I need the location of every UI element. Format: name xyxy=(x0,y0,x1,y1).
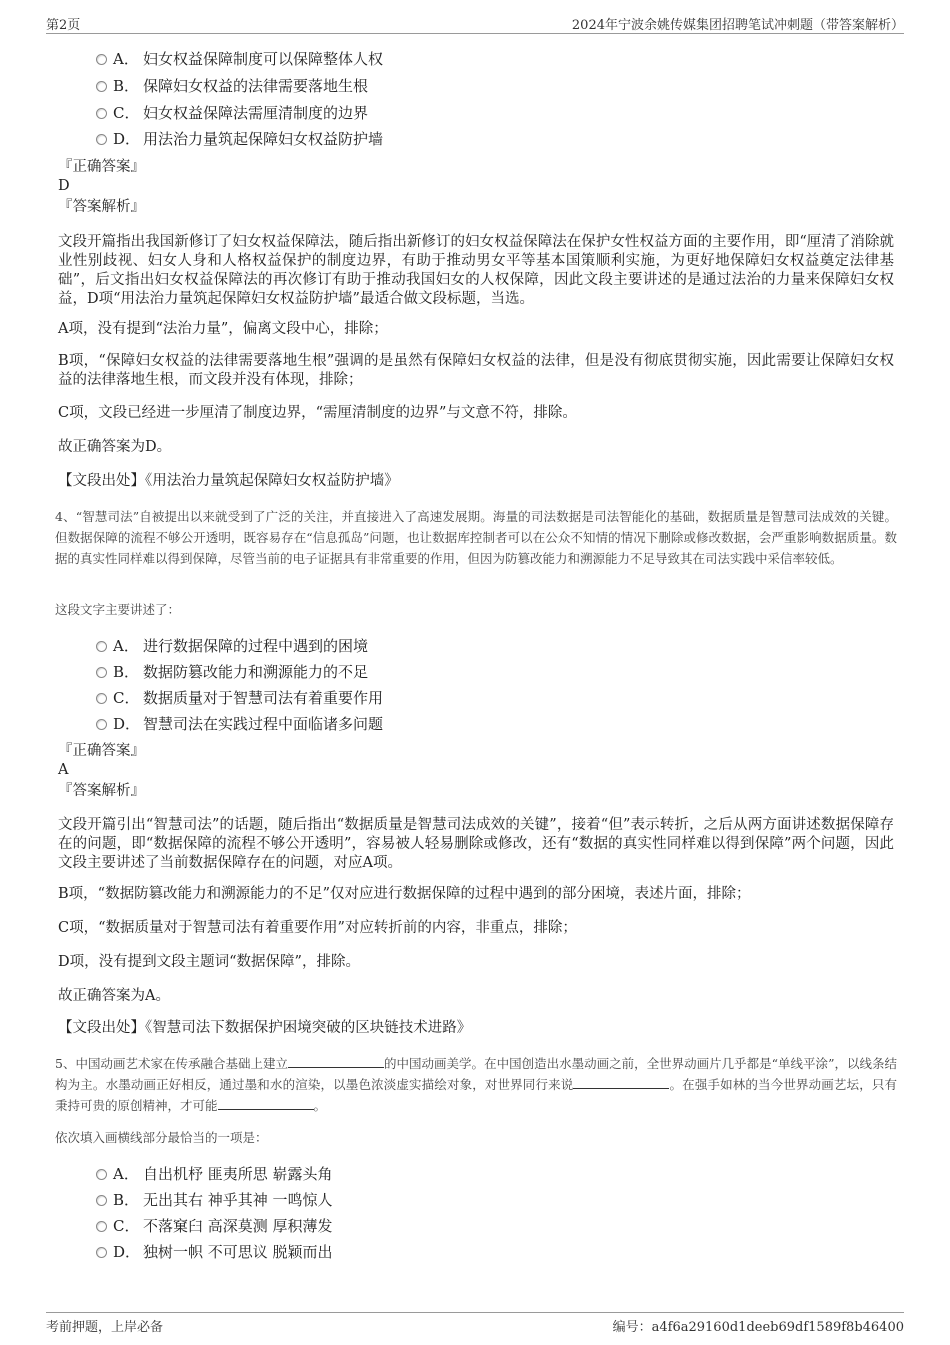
analysis-conclusion: 故正确答案为A。 xyxy=(58,988,170,1004)
source-citation: 【文段出处】《用法治力量筑起保障妇女权益防护墙》 xyxy=(58,473,399,489)
radio-icon[interactable] xyxy=(96,108,107,119)
radio-icon[interactable] xyxy=(96,81,107,92)
page-header xyxy=(46,14,904,34)
answer-label: 『正确答案』 xyxy=(58,743,145,759)
answer-label: 『正确答案』 xyxy=(58,159,145,175)
answer-value: D xyxy=(58,178,70,194)
q3-option-a[interactable]: A． 妇女权益保障制度可以保障整体人权 xyxy=(96,48,383,70)
analysis-paragraph: C项，文段已经进一步厘清了制度边界，“需厘清制度的边界”与文意不符，排除。 xyxy=(58,405,577,421)
q5-option-c[interactable]: C． 不落窠臼 高深莫测 厚积薄发 xyxy=(96,1215,333,1237)
fill-blank xyxy=(288,1056,384,1068)
q4-option-a[interactable]: A． 进行数据保障的过程中遇到的困境 xyxy=(96,635,368,657)
analysis-paragraph: C项，“数据质量对于智慧司法有着重要作用”对应转折前的内容，非重点，排除； xyxy=(58,920,577,936)
analysis-paragraph: 文段开篇引出“智慧司法”的话题，随后指出“数据质量是智慧司法成效的关键”，接着“但”表示转折，之后从两方面讲述数据保障存在的问题，即“数据保障的流程不够公开透明”，容易被人轻易删除或修改，还有“数据的真实性同样难以得到保障”两个问题，因此文段主要讲述了当前数据保障存在的问题，对应A项。 xyxy=(58,817,894,871)
radio-icon[interactable] xyxy=(96,719,107,730)
analysis-label: 『答案解析』 xyxy=(58,199,145,215)
analysis-paragraph: A项，没有提到“法治力量”，偏离文段中心，排除； xyxy=(58,321,388,337)
analysis-paragraph: 文段开篇指出我国新修订了妇女权益保障法，随后指出新修订的妇女权益保障法在保护女性权益方面的主要作用，即“厘清了消除就业性别歧视、妇女人身和人格权益保护的制度边界，有助于推动男女平等基本国策顺利实施，为更好地保障妇女权益奠定法律基础”，后文指出妇女权益保障法的再次修订有助于推动我国妇女的人权保障，因此文段主要讲述的是通过法治的力量来保障妇女权益，D项“用法治力量筑起保障妇女权益防护墙”最适合做文段标题，当选。 xyxy=(58,234,894,307)
question-text: 4、“智慧司法”自被提出以来就受到了广泛的关注，并直接进入了高速发展期。海量的司法数据是司法智能化的基础，数据质量是智慧司法成效的关键。但数据保障的流程不够公开透明，既容易存在“信息孤岛”问题，也让数据库控制者可以在公众不知情的情况下删除或修改数据，会严重影响数据质量。数据的真实性同样难以得到保障，尽管当前的电子证据具有非常重要的作用，但因为防篡改能力和溯源能力不足导致其在司法实践中采信率较低。 xyxy=(55,509,897,566)
q5-option-a[interactable]: A． 自出机杼 匪夷所思 崭露头角 xyxy=(96,1163,333,1185)
radio-icon[interactable] xyxy=(96,54,107,65)
footer-slogan: 考前押题，上岸必备 xyxy=(46,1320,164,1335)
q3-option-b[interactable]: B． 保障妇女权益的法律需要落地生根 xyxy=(96,75,368,97)
radio-icon[interactable] xyxy=(96,693,107,704)
fill-blank xyxy=(218,1098,314,1110)
page-number: 第2页 xyxy=(46,18,81,33)
analysis-label: 『答案解析』 xyxy=(58,783,145,799)
radio-icon[interactable] xyxy=(96,1247,107,1258)
fill-blank xyxy=(573,1077,669,1089)
q3-option-d[interactable]: D． 用法治力量筑起保障妇女权益防护墙 xyxy=(96,128,383,150)
radio-icon[interactable] xyxy=(96,1195,107,1206)
radio-icon[interactable] xyxy=(96,641,107,652)
q4-option-c[interactable]: C． 数据质量对于智慧司法有着重要作用 xyxy=(96,687,383,709)
radio-icon[interactable] xyxy=(96,667,107,678)
source-citation: 【文段出处】《智慧司法下数据保护困境突破的区块链技术进路》 xyxy=(58,1020,472,1036)
q4-option-b[interactable]: B． 数据防篡改能力和溯源能力的不足 xyxy=(96,661,368,683)
question-prompt: 这段文字主要讲述了： xyxy=(55,602,181,617)
radio-icon[interactable] xyxy=(96,134,107,145)
analysis-conclusion: 故正确答案为D。 xyxy=(58,439,172,455)
document-id: 编号：a4f6a29160d1deeb69df1589f8b46400 xyxy=(612,1320,904,1335)
q5-option-d[interactable]: D． 独树一帜 不可思议 脱颖而出 xyxy=(96,1241,333,1263)
question-prompt: 依次填入画横线部分最恰当的一项是： xyxy=(55,1130,268,1145)
answer-value: A xyxy=(58,762,69,778)
q3-option-c[interactable]: C． 妇女权益保障法需厘清制度的边界 xyxy=(96,102,368,124)
analysis-paragraph: B项，“数据防篡改能力和溯源能力的不足”仅对应进行数据保障的过程中遇到的部分困境，表述片面，排除； xyxy=(58,886,751,902)
question-text: 5、中国动画艺术家在传承融合基础上建立 的中国动画美学。在中国创造出水墨动画之前，全世界动画片几乎都是“单线平涂”，以线条结构为主。水墨动画正好相反，通过墨和水的渲染，以墨色浓淡虚实描绘对象，对世界同行来说 。在强手如林的当今世界动画艺坛，只有秉持可贵的原创精神，才可能 。 xyxy=(55,1056,897,1113)
page-footer xyxy=(46,1312,904,1334)
document-title: 2024年宁波余姚传媒集团招聘笔试冲刺题（带答案解析） xyxy=(571,18,904,33)
q4-option-d[interactable]: D． 智慧司法在实践过程中面临诸多问题 xyxy=(96,713,383,735)
radio-icon[interactable] xyxy=(96,1169,107,1180)
radio-icon[interactable] xyxy=(96,1221,107,1232)
q5-option-b[interactable]: B． 无出其右 神乎其神 一鸣惊人 xyxy=(96,1189,333,1211)
analysis-paragraph: D项，没有提到文段主题词“数据保障”，排除。 xyxy=(58,954,360,970)
analysis-paragraph: B项，“保障妇女权益的法律需要落地生根”强调的是虽然有保障妇女权益的法律，但是没有彻底贯彻实施，因此需要让保障妇女权益的法律落地生根，而文段并没有体现，排除； xyxy=(58,353,894,388)
